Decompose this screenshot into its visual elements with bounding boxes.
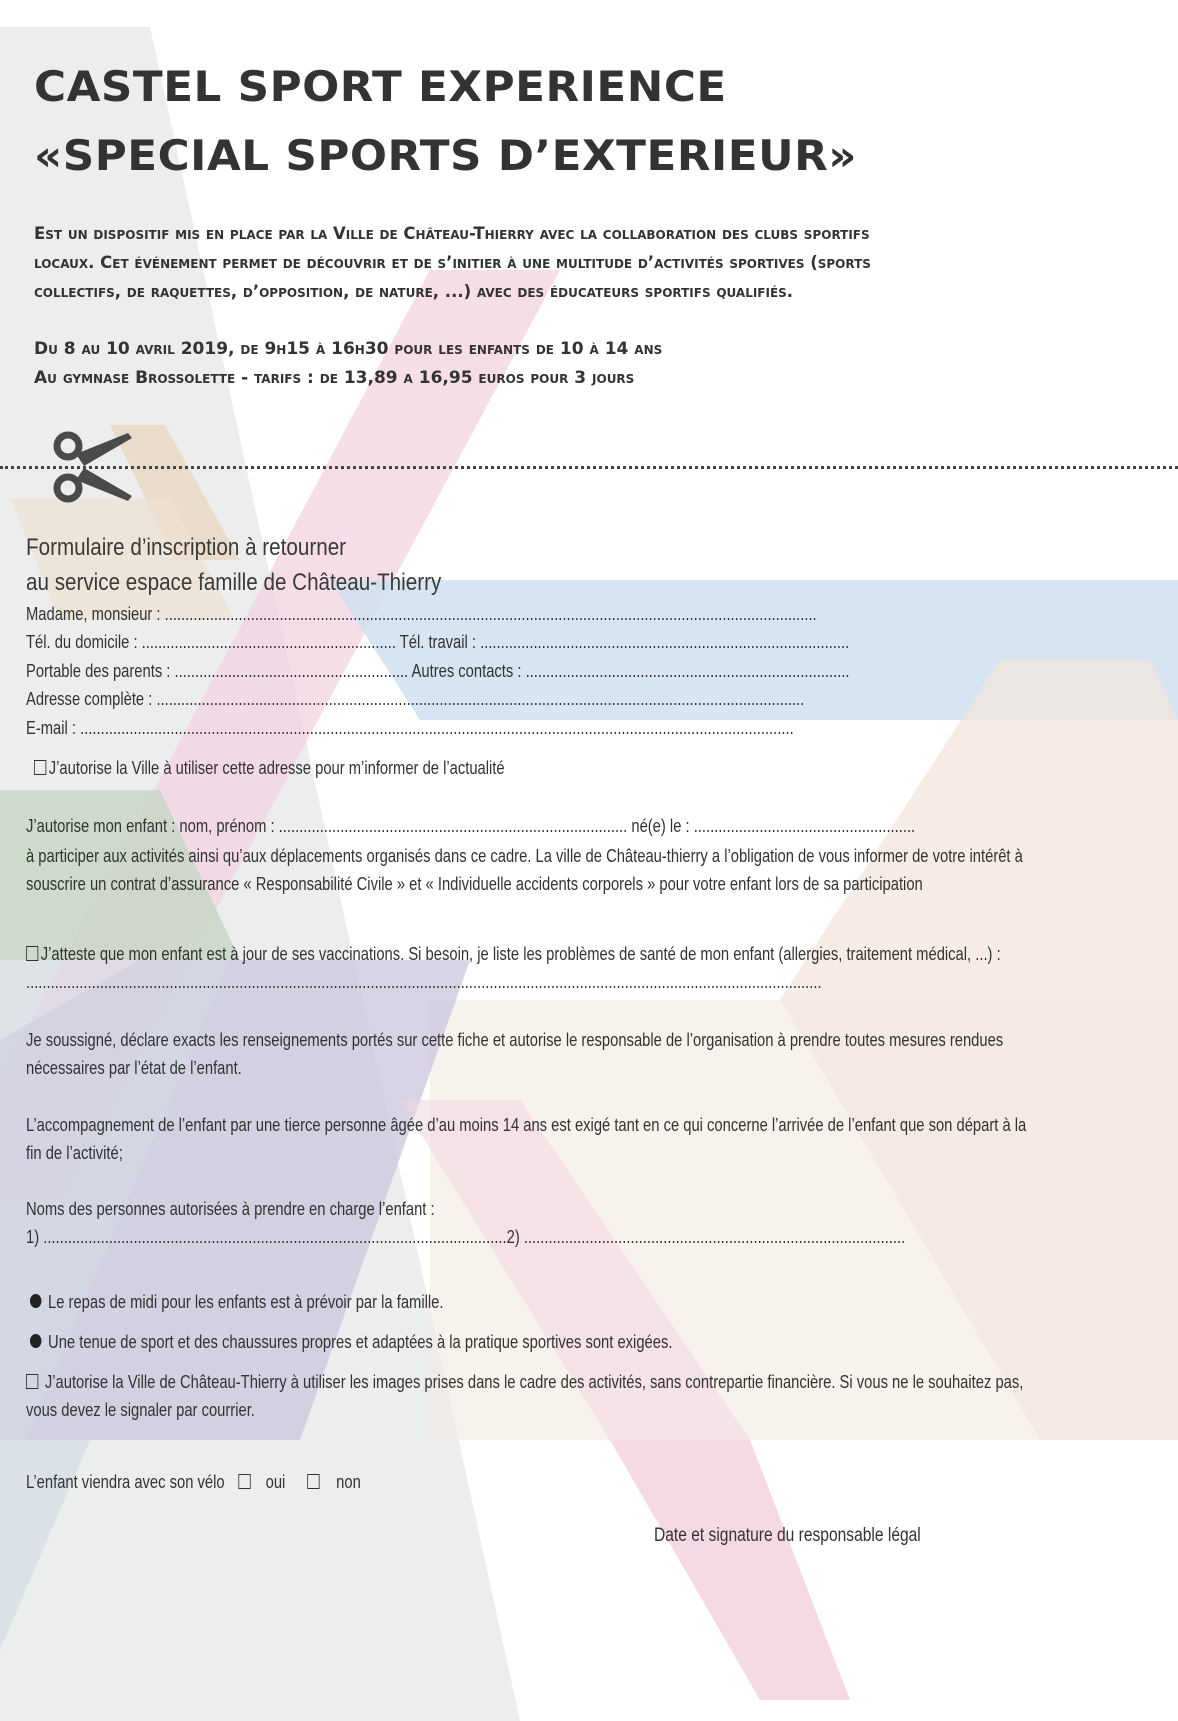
outfit-note (30, 1330, 672, 1354)
declaration-paragraph (26, 1026, 1158, 1082)
authorized-names-heading: Noms des personnes autorisées à prendre en charge l’enfant : (26, 1199, 435, 1219)
vaccination-label: J’atteste que mon enfant est à jour de ses vaccinations. Si besoin, je liste les problèmes de santé de mon enfant (allergies, traitement médical, ...) : (40, 944, 1001, 964)
email-consent-option (34, 756, 505, 780)
field-telephone[interactable]: Tél. du domicile : .............................................................. Tél. travail : .......................................................................................... (26, 632, 850, 652)
bike-no-checkbox[interactable] (307, 1474, 319, 1489)
participation-line: à participer aux activités ainsi qu’aux déplacements organisés dans ce cadre. La ville de Château-thierry a l’obligation de vous informer de votre intérêt à (26, 846, 1023, 866)
bullet-icon (30, 1334, 41, 1348)
field-child-name[interactable]: J’autorise mon enfant : nom, prénom : ..................................................................................... né(e) le : ...................................................... (26, 816, 916, 836)
participation-paragraph (26, 842, 1158, 898)
dates-paragraph (34, 335, 662, 393)
cut-line-divider (0, 466, 1178, 469)
intro-line: Est un dispositif mis en place par la Ville de Château-Thierry avec la collaboration des clubs sportifs (34, 224, 870, 243)
field-email[interactable]: E-mail : .............................................................................................................................................................................. (26, 718, 794, 738)
intro-paragraph (34, 219, 1164, 306)
scissors-icon (52, 430, 134, 505)
declaration-line: Je soussigné, déclare exacts les renseignements portés sur cette fiche et autorise le responsable de l’organisation à prendre toutes mesures rendues (26, 1030, 1004, 1050)
signature-label: Date et signature du responsable légal (654, 1525, 921, 1546)
accompaniment-paragraph (26, 1111, 1158, 1167)
accompaniment-line: fin de l’activité; (26, 1143, 123, 1163)
email-consent-checkbox[interactable] (34, 760, 46, 775)
title-line-2: «SPECIAL SPORTS D’EXTERIEUR» (34, 131, 858, 180)
accompaniment-line: L’accompagnement de l’enfant par une tierce personne âgée d’au moins 14 ans est exigé tant en ce qui concerne l’arrivée de l’enfant que son départ à la (26, 1115, 1027, 1135)
dates-line: Du 8 au 10 avril 2019, de 9h15 à 16h30 pour les enfants de 10 à 14 ans (34, 339, 663, 359)
meal-note (30, 1290, 443, 1314)
meal-note-text: Le repas de midi pour les enfants est à prévoir par la famille. (48, 1292, 444, 1312)
bullet-icon (30, 1294, 41, 1308)
form-heading (26, 530, 441, 600)
field-portable[interactable]: Portable des parents : ......................................................... Autres contacts : ............................................................................... (26, 661, 850, 681)
dates-line: Au gymnase Brossolette - tarifs : de 13,89 a 16,95 euros pour 3 jours (34, 368, 635, 388)
declaration-line: nécessaires par l’état de l’enfant. (26, 1058, 242, 1078)
form-heading-line: au service espace famille de Château-Thierry (26, 569, 442, 596)
image-rights-option (26, 1368, 1158, 1424)
bike-no-label: non (336, 1472, 361, 1492)
field-adresse[interactable]: Adresse complète : .............................................................................................................................................................. (26, 689, 805, 709)
image-rights-checkbox[interactable] (26, 1374, 38, 1389)
bike-yes-checkbox[interactable] (239, 1474, 251, 1489)
field-health-problems[interactable]: .................................................................................................................................................................................................. (26, 972, 822, 992)
field-authorized-names[interactable]: 1) .................................................................................................................2) ............................................................................................. (26, 1227, 906, 1247)
intro-line: collectifs, de raquettes, d’opposition, de nature, ...) avec des éducateurs sportifs qualifiés. (34, 282, 794, 301)
title-line-1: CASTEL SPORT EXPERIENCE (34, 62, 727, 111)
vaccination-checkbox[interactable] (26, 946, 38, 961)
form-heading-line: Formulaire d’inscription à retourner (26, 534, 347, 561)
bike-yes-label: oui (265, 1472, 286, 1492)
field-madame-monsieur[interactable]: Madame, monsieur : ............................................................................................................................................................... (26, 604, 817, 624)
outfit-note-text: Une tenue de sport et des chaussures propres et adaptées à la pratique sportives sont exigées. (48, 1332, 673, 1352)
bike-question-label: L’enfant viendra avec son vélo (26, 1472, 225, 1492)
email-consent-label: J’autorise la Ville à utiliser cette adresse pour m’informer de l’actualité (48, 758, 505, 778)
image-rights-line: vous devez le signaler par courrier. (26, 1400, 255, 1420)
intro-line: locaux. Cet événement permet de découvrir et de s’initier à une multitude d’activités sportives (sports (34, 253, 871, 272)
vaccination-option (26, 942, 1001, 966)
bike-question-row (26, 1470, 361, 1494)
image-rights-label: J’autorise la Ville de Château-Thierry à utiliser les images prises dans le cadre des activités, sans contrepartie financière. Si vous ne le souhaitez pas, (40, 1372, 1024, 1392)
participation-line: souscrire un contrat d’assurance « Responsabilité Civile » et « Individuelle accidents corporels » pour votre enfant lors de sa participation (26, 874, 923, 894)
